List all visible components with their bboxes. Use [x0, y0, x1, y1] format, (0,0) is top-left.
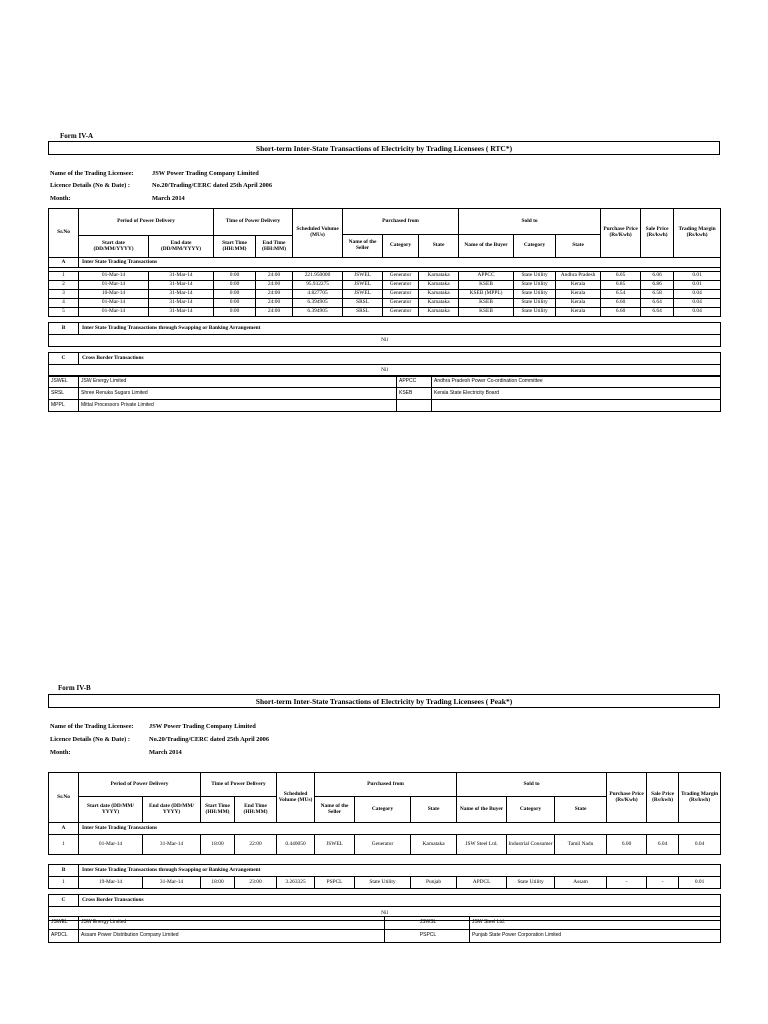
table-cell: 31-Mar-14	[149, 272, 214, 281]
table-cell: Karnataka	[419, 281, 459, 290]
table-cell: 6.85	[601, 281, 641, 290]
table-cell: SRSL	[343, 308, 383, 317]
table-cell: Karnataka	[419, 290, 459, 299]
table-cell: 5	[49, 308, 79, 317]
table-cell: 0.01	[674, 272, 721, 281]
form-a-licence-value: No.20/Trading/CERC dated 25th April 2006	[152, 182, 273, 189]
header-margin: Trading Margin (Rs/kwh)	[679, 773, 721, 823]
form-b-licence-label: Licence Details (No & Date) :	[50, 736, 131, 743]
header-sold: Sold to	[459, 209, 601, 235]
table-row	[49, 281, 721, 290]
table-cell: State Utility	[514, 290, 556, 299]
header-margin: Trading Margin (Rs/kwh)	[674, 209, 721, 258]
table-cell: 2	[49, 281, 79, 290]
table-cell: 0.440050	[277, 835, 315, 855]
header-seller: Name of the Seller	[315, 797, 355, 823]
table-cell: SRSL	[343, 299, 383, 308]
table-cell: 0.04	[674, 290, 721, 299]
legend-name: Kerala State Electricity Board	[432, 388, 721, 400]
table-cell: APPCC	[459, 272, 514, 281]
table-cell: Generator	[383, 281, 419, 290]
legend-abbr: APPCC	[397, 376, 432, 388]
form-a-legend	[48, 375, 721, 412]
legend-name: JSW Energy Limited	[79, 917, 385, 930]
header-start-date: Start date (DD/MM/YYYY)	[79, 236, 149, 258]
table-cell: Kerala	[556, 290, 601, 299]
header-purchase-price: Purchase Price (Rs/Kwh)	[601, 209, 641, 258]
spacer	[49, 855, 721, 865]
header-period: Period of Power Delivery	[79, 773, 201, 797]
table-cell: KSEB	[459, 299, 514, 308]
table-cell: 23:00	[235, 877, 277, 889]
section-b-title: Inter State Trading Transactions through Swapping or Banking Arrangement	[79, 865, 721, 877]
table-cell: Karnataka	[419, 299, 459, 308]
table-cell: JSWEL	[343, 290, 383, 299]
table-cell: 1	[49, 877, 79, 889]
form-b-table	[48, 772, 721, 921]
header-volume: Scheduled Volume (MUs)	[293, 209, 343, 258]
table-cell: 01-Mar-14	[79, 308, 149, 317]
table-cell: Kerala	[556, 281, 601, 290]
table-cell: 6.60	[601, 308, 641, 317]
table-cell: 01-Mar-14	[79, 835, 143, 855]
legend-name: Shree Renuka Sugars Limited	[79, 388, 397, 400]
form-a-table	[48, 208, 721, 377]
form-b-licensee-value: JSW Power Trading Company Limited	[149, 723, 256, 730]
table-cell: 6.06	[641, 272, 674, 281]
header-srno: Sr.No	[49, 773, 79, 823]
form-b-licensee-label: Name of the Trading Licensee:	[50, 723, 134, 730]
header-start-time: Start Time (HH:MM)	[201, 797, 235, 823]
section-b-nil: Nil	[49, 335, 721, 347]
form-b-licence-value: No.20/Trading/CERC dated 25th April 2006	[149, 736, 270, 743]
header-end-time: End Time (HH:MM)	[256, 236, 293, 258]
header-sale-price: Sale Price (Rs/kwh)	[647, 773, 679, 823]
table-cell: 0:00	[214, 281, 256, 290]
form-a-licence-label: Licence Details (No & Date) :	[50, 182, 131, 189]
form-a-month-value: March 2014	[152, 195, 185, 202]
table-cell: KSEB	[459, 281, 514, 290]
table-cell: Assam	[555, 877, 607, 889]
table-cell: State Utility	[355, 877, 411, 889]
section-a-title: Inter State Trading Transactions	[79, 823, 721, 835]
section-b-letter: B	[49, 323, 79, 335]
header-buyer: Name of the Buyer	[457, 797, 507, 823]
table-cell: 0:00	[214, 290, 256, 299]
table-row	[49, 272, 721, 281]
header-category-sold: Category	[514, 235, 556, 258]
legend-abbr: SRSL	[49, 388, 79, 400]
table-cell: 19-Mar-14	[79, 877, 143, 889]
table-cell: 6.60	[601, 299, 641, 308]
header-volume: Scheduled Volume (MUs)	[277, 773, 315, 823]
legend-abbr: KSEB	[397, 388, 432, 400]
table-cell: 24:00	[256, 281, 293, 290]
table-cell: 01-Mar-14	[79, 272, 149, 281]
header-seller: Name of the Seller	[343, 235, 383, 258]
table-cell: PSPCL	[315, 877, 355, 889]
table-cell: 31-Mar-14	[143, 835, 201, 855]
table-cell: JSWEL	[315, 835, 355, 855]
header-state-sold: State	[556, 235, 601, 258]
header-end-time: End Time (HH:MM)	[235, 797, 277, 823]
header-start-time: Start Time (HH:MM)	[214, 236, 256, 258]
table-cell: 0:00	[214, 272, 256, 281]
header-category: Category	[383, 235, 419, 258]
table-cell: KSEB	[459, 308, 514, 317]
header-end-date: End date (DD/MM/YYYY)	[149, 236, 214, 258]
legend-abbr: JSWSL	[385, 917, 470, 930]
table-cell: 6.04	[647, 835, 679, 855]
table-cell: 0.04	[674, 299, 721, 308]
header-state: State	[419, 235, 459, 258]
table-cell: 31-Mar-14	[149, 299, 214, 308]
header-state: State	[411, 797, 457, 823]
legend-name	[432, 400, 721, 412]
table-cell: KSEB (MPPL)	[459, 290, 514, 299]
header-start-date: Start date (DD/MM/ YYYY)	[79, 797, 143, 823]
table-cell: 6.64	[641, 299, 674, 308]
table-cell: 4.827705	[293, 290, 343, 299]
form-a-licensee-label: Name of the Trading Licensee:	[50, 170, 134, 177]
table-cell: Punjab	[411, 877, 457, 889]
header-category: Category	[355, 797, 411, 823]
form-b-label: Form IV-B	[58, 684, 91, 692]
section-c-letter: C	[49, 895, 79, 907]
legend-abbr: JSWEL	[49, 376, 79, 388]
table-cell: Karnataka	[419, 272, 459, 281]
table-cell: 0:00	[214, 308, 256, 317]
table-cell: Tamil Nadu	[555, 835, 607, 855]
table-cell: Kerala	[556, 308, 601, 317]
table-cell: 01-Mar-14	[79, 281, 149, 290]
header-sale-price: Sale Price (Rs/kwh)	[641, 209, 674, 258]
table-cell: State Utility	[514, 281, 556, 290]
table-cell: 6.394905	[293, 308, 343, 317]
legend-name: Assam Power Distribution Company Limited	[79, 930, 385, 943]
table-cell: -	[647, 877, 679, 889]
table-cell: State Utility	[514, 299, 556, 308]
table-row	[49, 290, 721, 299]
table-cell: 24:00	[256, 272, 293, 281]
header-time: Time of Power Delivery	[201, 773, 277, 797]
table-cell: 31-Mar-14	[143, 877, 201, 889]
table-cell: 0.01	[679, 877, 721, 889]
form-b-month-value: March 2014	[149, 749, 182, 756]
header-time: Time of Power Delivery	[214, 209, 293, 236]
table-cell: 95.932275	[293, 281, 343, 290]
header-srno: Sr.No	[49, 209, 79, 258]
table-cell: APDCL	[457, 877, 507, 889]
header-period: Period of Power Delivery	[79, 209, 214, 236]
table-cell: 3.263325	[277, 877, 315, 889]
header-end-date: End date (DD/MM/ YYYY)	[143, 797, 201, 823]
legend-abbr	[397, 400, 432, 412]
section-a-letter: A	[49, 258, 79, 268]
table-cell: 221.950000	[293, 272, 343, 281]
legend-name: Punjab State Power Corporation Limited	[470, 930, 721, 943]
legend-name: JSW Energy Limited	[79, 376, 397, 388]
form-a-label: Form IV-A	[60, 132, 94, 140]
table-cell: 1	[49, 272, 79, 281]
table-cell: JSWEL	[343, 281, 383, 290]
header-state-sold: State	[555, 797, 607, 823]
table-cell: 0.04	[679, 835, 721, 855]
table-cell: Generator	[383, 299, 419, 308]
table-cell: 0:00	[214, 299, 256, 308]
section-a-title: Inter State Trading Transactions	[79, 258, 721, 268]
table-cell: Karnataka	[419, 308, 459, 317]
section-c-nil: Nil	[49, 365, 721, 377]
table-cell: 24:00	[256, 290, 293, 299]
table-cell: Kerala	[556, 299, 601, 308]
legend-abbr: APDCL	[49, 930, 79, 943]
form-a-month-label: Month:	[50, 195, 71, 202]
table-cell: Generator	[383, 272, 419, 281]
legend-name: Mittal Processors Private Limited	[79, 400, 397, 412]
header-purchased: Purchased from	[343, 209, 459, 235]
table-cell: 4	[49, 299, 79, 308]
table-cell: 24:00	[256, 308, 293, 317]
table-row	[49, 877, 721, 889]
table-cell: 1	[49, 835, 79, 855]
table-cell: Karnataka	[411, 835, 457, 855]
table-cell: 6.394905	[293, 299, 343, 308]
section-c-title: Cross Border Transactions	[79, 895, 721, 907]
section-b-letter: B	[49, 865, 79, 877]
table-cell: 6.58	[641, 290, 674, 299]
table-cell: 6.86	[641, 281, 674, 290]
legend-abbr: MPPL	[49, 400, 79, 412]
table-cell: 01-Mar-14	[79, 299, 149, 308]
section-a-letter: A	[49, 823, 79, 835]
table-cell: 0.01	[674, 281, 721, 290]
table-cell: 31-Mar-14	[149, 290, 214, 299]
legend-name: JSW Steel Ltd.	[470, 917, 721, 930]
table-cell: Andhra Pradesh	[556, 272, 601, 281]
header-purchase-price: Purchase Price (Rs/Kwh)	[607, 773, 647, 823]
table-cell: 31-Mar-14	[149, 308, 214, 317]
table-cell: 3	[49, 290, 79, 299]
table-cell: State Utility	[514, 308, 556, 317]
section-b-title: Inter State Trading Transactions through Swapping or Banking Arrangement	[79, 323, 721, 335]
table-cell: 6.00	[607, 835, 647, 855]
form-b-title: Short-term Inter-State Transactions of Electricity by Trading Licensees ( Peak*)	[48, 694, 720, 708]
table-cell: 18:00	[201, 877, 235, 889]
table-cell: 6.05	[601, 272, 641, 281]
table-cell: 22:00	[235, 835, 277, 855]
form-a-licensee-value: JSW Power Trading Company Limited	[152, 170, 259, 177]
table-row	[49, 835, 721, 855]
table-cell: JSWEL	[343, 272, 383, 281]
legend-name: Andhra Pradesh Power Co-ordination Committee	[432, 376, 721, 388]
table-cell: Generator	[383, 290, 419, 299]
form-b-month-label: Month:	[50, 749, 71, 756]
table-cell: 6.64	[641, 308, 674, 317]
section-c-letter: C	[49, 353, 79, 365]
form-a-title: Short-term Inter-State Transactions of Electricity by Trading Licensees ( RTC*)	[48, 141, 720, 155]
table-cell: 24:00	[256, 299, 293, 308]
section-c-title: Cross Border Transactions	[79, 353, 721, 365]
table-cell: Generator	[383, 308, 419, 317]
table-cell: 18:00	[201, 835, 235, 855]
table-row	[49, 299, 721, 308]
header-purchased: Purchased from	[315, 773, 457, 797]
table-cell: JSW Steel Ltd.	[457, 835, 507, 855]
legend-abbr: PSPCL	[385, 930, 470, 943]
table-cell: 6.54	[601, 290, 641, 299]
table-cell: -	[607, 877, 647, 889]
legend-abbr: JSWEL	[49, 917, 79, 930]
form-b-legend	[48, 916, 721, 943]
header-category-sold: Category	[507, 797, 555, 823]
table-row	[49, 308, 721, 317]
table-cell: Industrial Consumer	[507, 835, 555, 855]
table-cell: 0.04	[674, 308, 721, 317]
header-buyer: Name of the Buyer	[459, 235, 514, 258]
section-c-nil: Nil	[49, 907, 721, 921]
table-cell: State Utility	[507, 877, 555, 889]
table-cell: Generator	[355, 835, 411, 855]
header-sold: Sold to	[457, 773, 607, 797]
table-cell: 31-Mar-14	[149, 281, 214, 290]
table-cell: State Utility	[514, 272, 556, 281]
table-cell: 10-Mar-14	[79, 290, 149, 299]
